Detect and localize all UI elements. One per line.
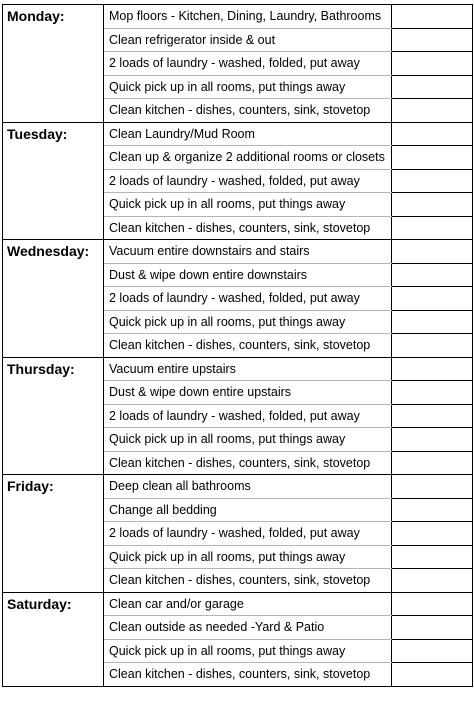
task-cell: Clean kitchen - dishes, counters, sink, stovetop xyxy=(104,663,392,687)
task-cell: Mop floors - Kitchen, Dining, Laundry, Bathrooms xyxy=(104,5,392,29)
task-cell: Dust & wipe down entire upstairs xyxy=(104,381,392,405)
day-label-thursday: Thursday: xyxy=(3,357,104,475)
checkbox-cell[interactable] xyxy=(392,146,473,170)
table-row xyxy=(3,592,473,616)
checkbox-cell[interactable] xyxy=(392,310,473,334)
task-cell: Clean kitchen - dishes, counters, sink, stovetop xyxy=(104,451,392,475)
table-row xyxy=(3,475,473,499)
checkbox-cell[interactable] xyxy=(392,169,473,193)
task-cell: Vacuum entire upstairs xyxy=(104,357,392,381)
checkbox-cell[interactable] xyxy=(392,663,473,687)
task-cell: Clean outside as needed -Yard & Patio xyxy=(104,616,392,640)
checkbox-cell[interactable] xyxy=(392,475,473,499)
task-cell: Deep clean all bathrooms xyxy=(104,475,392,499)
checkbox-cell[interactable] xyxy=(392,193,473,217)
checkbox-cell[interactable] xyxy=(392,240,473,264)
checkbox-cell[interactable] xyxy=(392,498,473,522)
checkbox-cell[interactable] xyxy=(392,5,473,29)
table-row xyxy=(3,5,473,29)
task-cell: 2 loads of laundry - washed, folded, put away xyxy=(104,52,392,76)
checkbox-cell[interactable] xyxy=(392,28,473,52)
task-cell: Clean kitchen - dishes, counters, sink, stovetop xyxy=(104,99,392,123)
task-cell: Clean up & organize 2 additional rooms or closets xyxy=(104,146,392,170)
checkbox-cell[interactable] xyxy=(392,569,473,593)
task-cell: Quick pick up in all rooms, put things away xyxy=(104,428,392,452)
task-cell: 2 loads of laundry - washed, folded, put away xyxy=(104,404,392,428)
checkbox-cell[interactable] xyxy=(392,522,473,546)
checkbox-cell[interactable] xyxy=(392,216,473,240)
chore-schedule-body xyxy=(3,5,473,687)
checkbox-cell[interactable] xyxy=(392,639,473,663)
checkbox-cell[interactable] xyxy=(392,357,473,381)
checkbox-cell[interactable] xyxy=(392,75,473,99)
checkbox-cell[interactable] xyxy=(392,99,473,123)
checkbox-cell[interactable] xyxy=(392,287,473,311)
task-cell: Quick pick up in all rooms, put things away xyxy=(104,75,392,99)
task-cell: Clean refrigerator inside & out xyxy=(104,28,392,52)
task-cell: Clean kitchen - dishes, counters, sink, stovetop xyxy=(104,569,392,593)
task-cell: Quick pick up in all rooms, put things away xyxy=(104,545,392,569)
day-label-wednesday: Wednesday: xyxy=(3,240,104,358)
task-cell: Change all bedding xyxy=(104,498,392,522)
task-cell: 2 loads of laundry - washed, folded, put away xyxy=(104,169,392,193)
task-cell: Quick pick up in all rooms, put things away xyxy=(104,639,392,663)
chore-schedule-table xyxy=(2,4,473,687)
checkbox-cell[interactable] xyxy=(392,404,473,428)
task-cell: 2 loads of laundry - washed, folded, put away xyxy=(104,287,392,311)
checkbox-cell[interactable] xyxy=(392,52,473,76)
task-cell: Clean Laundry/Mud Room xyxy=(104,122,392,146)
task-cell: Vacuum entire downstairs and stairs xyxy=(104,240,392,264)
day-label-tuesday: Tuesday: xyxy=(3,122,104,240)
task-cell: 2 loads of laundry - washed, folded, put away xyxy=(104,522,392,546)
checkbox-cell[interactable] xyxy=(392,428,473,452)
checkbox-cell[interactable] xyxy=(392,616,473,640)
checkbox-cell[interactable] xyxy=(392,122,473,146)
task-cell: Clean kitchen - dishes, counters, sink, stovetop xyxy=(104,334,392,358)
table-row xyxy=(3,122,473,146)
checkbox-cell[interactable] xyxy=(392,451,473,475)
table-row xyxy=(3,357,473,381)
table-row xyxy=(3,240,473,264)
task-cell: Clean kitchen - dishes, counters, sink, stovetop xyxy=(104,216,392,240)
checkbox-cell[interactable] xyxy=(392,592,473,616)
task-cell: Quick pick up in all rooms, put things away xyxy=(104,310,392,334)
task-cell: Quick pick up in all rooms, put things away xyxy=(104,193,392,217)
day-label-monday: Monday: xyxy=(3,5,104,123)
day-label-friday: Friday: xyxy=(3,475,104,593)
checkbox-cell[interactable] xyxy=(392,334,473,358)
checkbox-cell[interactable] xyxy=(392,263,473,287)
checkbox-cell[interactable] xyxy=(392,545,473,569)
task-cell: Clean car and/or garage xyxy=(104,592,392,616)
day-label-saturday: Saturday: xyxy=(3,592,104,686)
checkbox-cell[interactable] xyxy=(392,381,473,405)
task-cell: Dust & wipe down entire downstairs xyxy=(104,263,392,287)
